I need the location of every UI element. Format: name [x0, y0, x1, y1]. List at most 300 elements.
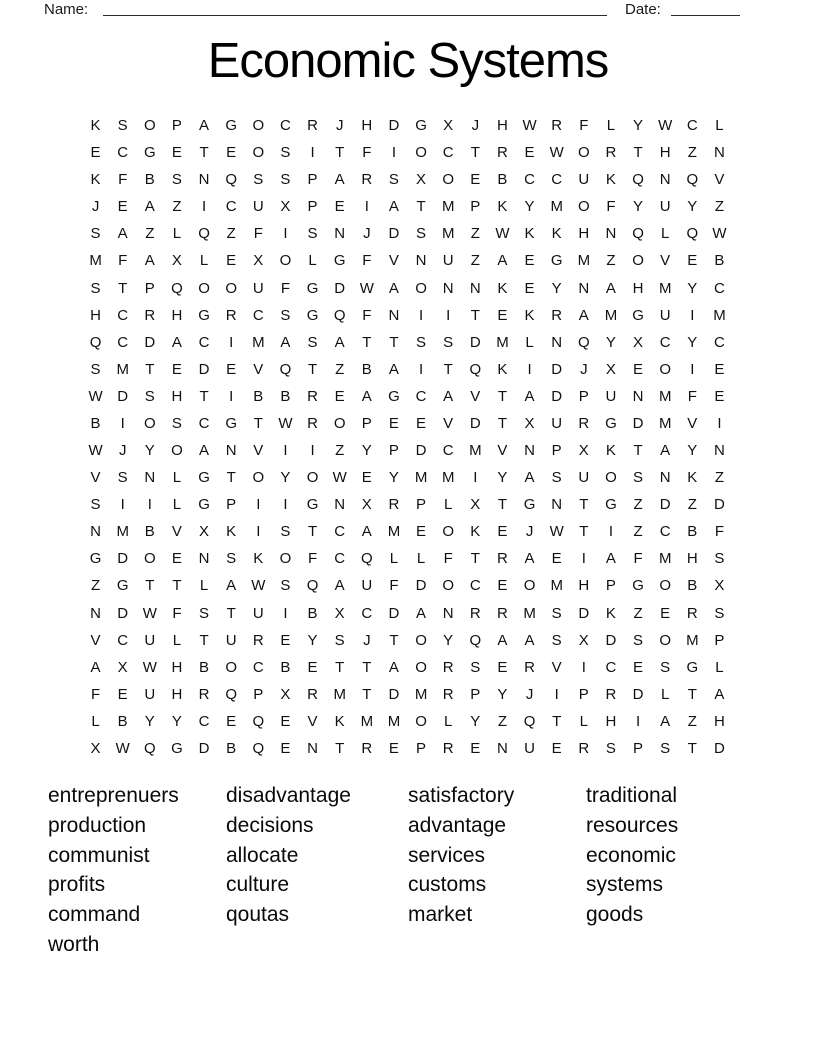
grid-letter: T — [389, 631, 399, 649]
grid-letter: Q — [143, 739, 156, 757]
grid-letter: F — [579, 117, 589, 135]
grid-letter: S — [443, 333, 454, 351]
grid-letter: T — [145, 360, 155, 378]
grid-letter: O — [442, 577, 455, 595]
grid-letter: D — [469, 333, 481, 351]
grid-letter: L — [606, 117, 616, 135]
grid-letter: R — [442, 658, 454, 676]
grid-letter: C — [524, 171, 535, 189]
grid-letter: A — [388, 360, 399, 378]
grid-letter: E — [171, 144, 182, 162]
grid-letter: T — [552, 712, 562, 730]
grid-letter: R — [469, 604, 481, 622]
grid-letter: M — [713, 306, 726, 324]
grid-letter: D — [578, 604, 590, 622]
grid-letter: R — [307, 117, 318, 135]
grid-letter: P — [551, 442, 562, 460]
grid-letter: S — [117, 117, 128, 135]
grid-letter: R — [497, 604, 508, 622]
grid-letter: A — [605, 550, 616, 568]
grid-letter: P — [605, 577, 616, 595]
grid-letter: I — [717, 414, 722, 432]
word-bank-item: goods — [586, 903, 644, 927]
grid-letter: S — [633, 469, 644, 487]
grid-letter: A — [524, 469, 535, 487]
grid-letter: E — [714, 387, 725, 405]
grid-letter: B — [280, 387, 291, 405]
grid-row — [82, 600, 733, 627]
grid-letter: C — [334, 550, 346, 568]
word-bank-item: qoutas — [226, 903, 290, 927]
grid-letter: L — [444, 712, 453, 730]
grid-letter: V — [90, 631, 101, 649]
grid-letter: U — [578, 469, 590, 487]
grid-row — [82, 681, 733, 708]
grid-letter: C — [252, 306, 264, 324]
grid-letter: S — [388, 171, 399, 189]
grid-letter: C — [442, 144, 454, 162]
grid-letter: I — [608, 523, 614, 541]
grid-letter: O — [415, 712, 427, 730]
grid-letter: G — [198, 306, 210, 324]
grid-letter: A — [388, 658, 399, 676]
grid-letter: K — [253, 550, 264, 568]
grid-letter: X — [334, 604, 345, 622]
grid-letter: S — [117, 469, 128, 487]
grid-letter: Y — [171, 712, 182, 730]
grid-letter: Y — [605, 333, 616, 351]
grid-letter: P — [416, 739, 427, 757]
grid-letter: I — [690, 360, 695, 378]
grid-letter: V — [171, 523, 182, 541]
grid-letter: N — [578, 279, 590, 297]
word-bank-item: profits — [48, 873, 106, 897]
grid-letter: X — [280, 685, 291, 703]
grid-letter: D — [334, 279, 346, 297]
grid-letter: E — [90, 144, 101, 162]
grid-letter: J — [580, 360, 588, 378]
grid-row — [82, 139, 733, 166]
grid-letter: M — [604, 306, 618, 324]
grid-letter: O — [279, 550, 292, 568]
grid-letter: L — [172, 631, 182, 649]
grid-letter: E — [226, 712, 237, 730]
grid-letter: Y — [443, 631, 454, 649]
grid-letter: I — [229, 387, 234, 405]
grid-letter: Y — [687, 442, 698, 460]
grid-letter: S — [280, 144, 291, 162]
grid-letter: I — [473, 469, 478, 487]
grid-letter: M — [496, 333, 509, 351]
grid-letter: J — [471, 117, 480, 135]
grid-letter: U — [225, 631, 237, 649]
grid-row — [82, 654, 733, 681]
grid-letter: R — [144, 306, 156, 324]
grid-letter: D — [551, 360, 563, 378]
grid-row — [82, 383, 733, 410]
grid-letter: J — [335, 117, 344, 135]
grid-letter: N — [198, 171, 210, 189]
grid-letter: W — [549, 523, 564, 541]
grid-letter: S — [144, 387, 155, 405]
grid-letter: P — [307, 198, 318, 216]
grid-letter: P — [578, 685, 589, 703]
grid-letter: R — [361, 171, 373, 189]
grid-letter: R — [497, 550, 508, 568]
grid-letter: V — [714, 171, 725, 189]
grid-letter: A — [443, 387, 454, 405]
grid-letter: F — [118, 171, 128, 189]
grid-letter: P — [470, 198, 481, 216]
grid-letter: F — [362, 306, 372, 324]
grid-letter: Y — [144, 712, 155, 730]
grid-letter: B — [280, 658, 291, 676]
grid-letter: E — [524, 252, 535, 270]
grid-letter: N — [605, 225, 617, 243]
grid-letter: E — [280, 631, 291, 649]
grid-letter: T — [687, 739, 697, 757]
grid-letter: L — [389, 550, 399, 568]
grid-row — [82, 464, 733, 491]
grid-letter: E — [551, 739, 562, 757]
puzzle-title: Economic Systems — [207, 34, 609, 88]
grid-letter: G — [198, 469, 210, 487]
grid-letter: R — [442, 739, 454, 757]
grid-letter: E — [171, 360, 182, 378]
word-bank-column — [48, 781, 226, 960]
grid-letter: S — [660, 658, 671, 676]
grid-letter: T — [307, 523, 318, 541]
grid-letter: O — [143, 550, 156, 568]
grid-letter: A — [90, 658, 101, 676]
grid-letter: Y — [687, 279, 698, 297]
grid-letter: I — [147, 496, 152, 514]
grid-letter: U — [659, 198, 671, 216]
grid-letter: I — [581, 550, 586, 568]
grid-row — [82, 275, 733, 302]
grid-letter: C — [225, 198, 237, 216]
grid-letter: S — [714, 604, 725, 622]
grid-letter: T — [118, 279, 128, 297]
grid-letter: D — [415, 442, 427, 460]
grid-letter: F — [362, 252, 372, 270]
grid-letter: E — [226, 252, 237, 270]
grid-letter: L — [199, 577, 209, 595]
grid-letter: Q — [198, 225, 210, 243]
grid-letter: C — [551, 171, 563, 189]
grid-letter: F — [633, 550, 643, 568]
grid-letter: L — [416, 550, 426, 568]
grid-letter: R — [605, 685, 617, 703]
grid-letter: L — [579, 712, 588, 730]
grid-letter: H — [578, 225, 590, 243]
grid-letter: K — [524, 306, 535, 324]
word-bank-column — [408, 781, 586, 960]
grid-letter: Q — [225, 685, 238, 703]
grid-letter: D — [144, 333, 156, 351]
word-bank-item: traditional — [586, 784, 678, 807]
grid-letter: O — [198, 279, 210, 297]
word-bank-item: systems — [586, 873, 664, 897]
grid-row — [82, 356, 733, 383]
word-bank-item: satisfactory — [408, 784, 515, 807]
grid-letter: T — [199, 144, 209, 162]
grid-letter: A — [199, 442, 210, 460]
grid-letter: E — [497, 577, 508, 595]
grid-row — [82, 166, 733, 193]
grid-letter: T — [253, 414, 263, 432]
grid-letter: N — [632, 387, 644, 405]
grid-letter: I — [201, 198, 207, 216]
grid-letter: C — [198, 414, 210, 432]
grid-letter: C — [117, 144, 129, 162]
grid-letter: B — [253, 387, 264, 405]
grid-letter: B — [90, 414, 101, 432]
grid-letter: G — [550, 252, 563, 270]
grid-letter: M — [523, 604, 536, 622]
word-bank-column — [226, 781, 408, 960]
grid-letter: J — [118, 442, 127, 460]
grid-letter: W — [332, 469, 347, 487]
grid-letter: S — [551, 631, 562, 649]
grid-letter: T — [199, 631, 209, 649]
grid-letter: B — [199, 658, 210, 676]
grid-letter: D — [117, 604, 129, 622]
grid-letter: M — [387, 523, 401, 541]
grid-letter: D — [388, 604, 400, 622]
grid-letter: S — [280, 306, 291, 324]
grid-letter: H — [90, 306, 101, 324]
grid-letter: E — [226, 144, 237, 162]
grid-letter: C — [361, 604, 373, 622]
grid-letter: M — [360, 712, 374, 730]
grid-letter: N — [225, 442, 237, 460]
grid-letter: T — [335, 658, 345, 676]
grid-letter: H — [171, 387, 183, 405]
grid-letter: O — [415, 144, 427, 162]
grid-letter: H — [686, 550, 698, 568]
grid-letter: I — [418, 360, 424, 378]
grid-letter: R — [307, 387, 318, 405]
grid-letter: X — [470, 496, 481, 514]
grid-letter: N — [442, 279, 454, 297]
grid-letter: R — [307, 414, 318, 432]
grid-letter: O — [523, 577, 536, 595]
grid-letter: C — [280, 117, 291, 135]
word-bank-item: advantage — [408, 813, 507, 837]
grid-letter: A — [660, 442, 671, 460]
grid-letter: U — [361, 577, 373, 595]
grid-letter: F — [172, 604, 182, 622]
grid-letter: D — [714, 739, 725, 757]
grid-letter: S — [253, 171, 264, 189]
grid-letter: I — [120, 496, 125, 514]
grid-row — [82, 572, 733, 599]
grid-letter: M — [441, 225, 455, 243]
grid-letter: R — [307, 685, 318, 703]
grid-letter: E — [633, 658, 644, 676]
grid-letter: V — [687, 414, 698, 432]
grid-letter: O — [171, 442, 183, 460]
grid-letter: K — [470, 523, 481, 541]
grid-letter: Y — [307, 631, 318, 649]
grid-letter: Z — [335, 360, 345, 378]
grid-letter: O — [415, 279, 427, 297]
grid-letter: E — [388, 414, 399, 432]
grid-letter: T — [470, 144, 480, 162]
grid-letter: Z — [145, 225, 155, 243]
grid-letter: W — [658, 117, 673, 135]
grid-row — [82, 491, 733, 518]
grid-letter: O — [143, 117, 156, 135]
grid-letter: I — [364, 198, 369, 216]
grid-letter: H — [171, 685, 183, 703]
word-bank-item: customs — [408, 873, 487, 897]
grid-letter: D — [198, 739, 210, 757]
grid-letter: Q — [632, 171, 644, 189]
grid-letter: P — [714, 631, 725, 649]
grid-letter: Z — [633, 496, 643, 514]
grid-letter: S — [605, 739, 616, 757]
grid-letter: N — [524, 442, 535, 460]
grid-letter: D — [415, 577, 427, 595]
grid-letter: Y — [361, 442, 372, 460]
grid-letter: P — [416, 496, 427, 514]
grid-letter: J — [525, 685, 534, 703]
grid-letter: W — [278, 414, 293, 432]
grid-letter: A — [497, 631, 508, 649]
grid-letter: K — [551, 225, 562, 243]
grid-letter: N — [497, 739, 508, 757]
grid-letter: I — [446, 306, 451, 324]
grid-letter: G — [333, 252, 346, 270]
grid-letter: I — [690, 306, 695, 324]
grid-letter: W — [522, 117, 537, 135]
grid-letter: Q — [469, 631, 482, 649]
grid-letter: K — [497, 360, 508, 378]
grid-letter: F — [606, 198, 616, 216]
word-bank-item: decisions — [226, 813, 314, 837]
grid-letter: M — [550, 198, 563, 216]
grid-letter: C — [714, 279, 725, 297]
grid-letter: U — [252, 279, 264, 297]
grid-letter: E — [470, 171, 481, 189]
grid-letter: Y — [497, 469, 508, 487]
grid-letter: G — [306, 279, 319, 297]
grid-letter: L — [661, 685, 670, 703]
grid-letter: E — [226, 360, 237, 378]
grid-letter: G — [225, 414, 238, 432]
grid-letter: D — [388, 117, 400, 135]
grid-letter: I — [283, 604, 288, 622]
grid-row — [82, 735, 733, 762]
grid-letter: M — [469, 442, 482, 460]
grid-letter: E — [280, 739, 291, 757]
grid-letter: R — [686, 604, 698, 622]
grid-letter: M — [658, 387, 672, 405]
grid-letter: N — [334, 225, 346, 243]
grid-letter: A — [280, 333, 291, 351]
grid-row — [82, 302, 733, 329]
grid-letter: Y — [524, 198, 535, 216]
grid-letter: X — [117, 658, 128, 676]
word-bank-item: disadvantage — [226, 784, 351, 807]
grid-letter: K — [524, 225, 535, 243]
grid-row — [82, 708, 733, 735]
grid-letter: D — [198, 360, 210, 378]
grid-letter: K — [90, 117, 101, 135]
grid-letter: P — [578, 387, 589, 405]
grid-letter: V — [551, 658, 562, 676]
grid-letter: O — [252, 144, 265, 162]
grid-letter: E — [524, 144, 535, 162]
grid-letter: T — [362, 333, 372, 351]
grid-letter: M — [686, 631, 699, 649]
grid-letter: Y — [633, 117, 644, 135]
grid-letter: N — [551, 496, 563, 514]
grid-letter: K — [226, 523, 237, 541]
grid-letter: B — [687, 523, 698, 541]
grid-letter: F — [687, 387, 697, 405]
grid-letter: X — [578, 442, 589, 460]
grid-letter: A — [578, 306, 589, 324]
word-bank-column — [586, 781, 766, 960]
grid-letter: T — [443, 360, 453, 378]
grid-letter: A — [334, 171, 345, 189]
grid-letter: Q — [225, 171, 238, 189]
grid-letter: L — [308, 252, 317, 270]
grid-letter: O — [333, 414, 346, 432]
grid-letter: P — [470, 685, 481, 703]
grid-letter: E — [334, 387, 345, 405]
grid-letter: P — [361, 414, 372, 432]
grid-letter: H — [632, 279, 644, 297]
grid-letter: P — [253, 685, 264, 703]
grid-letter: G — [388, 387, 400, 405]
grid-row — [82, 112, 733, 139]
grid-letter: E — [280, 712, 291, 730]
grid-letter: Z — [226, 225, 236, 243]
word-bank-item: production — [48, 813, 147, 837]
grid-letter: X — [605, 360, 616, 378]
grid-letter: C — [117, 631, 129, 649]
date-blank-line — [671, 0, 740, 16]
grid-letter: D — [117, 550, 129, 568]
grid-letter: G — [686, 658, 699, 676]
grid-letter: Z — [470, 225, 480, 243]
grid-letter: Z — [687, 144, 697, 162]
grid-letter: C — [117, 306, 129, 324]
grid-letter: S — [90, 279, 101, 297]
grid-letter: I — [256, 496, 261, 514]
grid-letter: L — [715, 658, 724, 676]
name-label: Name: — [44, 1, 89, 18]
grid-letter: K — [90, 171, 101, 189]
grid-letter: O — [577, 144, 590, 162]
grid-letter: V — [253, 442, 264, 460]
grid-letter: W — [88, 442, 103, 460]
grid-letter: D — [659, 496, 671, 514]
grid-letter: F — [389, 577, 399, 595]
grid-letter: C — [605, 658, 617, 676]
grid-letter: N — [551, 333, 563, 351]
grid-letter: X — [253, 252, 264, 270]
grid-letter: X — [361, 496, 372, 514]
grid-letter: O — [252, 469, 265, 487]
grid-letter: H — [605, 712, 617, 730]
grid-letter: B — [714, 252, 725, 270]
grid-letter: Z — [172, 198, 182, 216]
